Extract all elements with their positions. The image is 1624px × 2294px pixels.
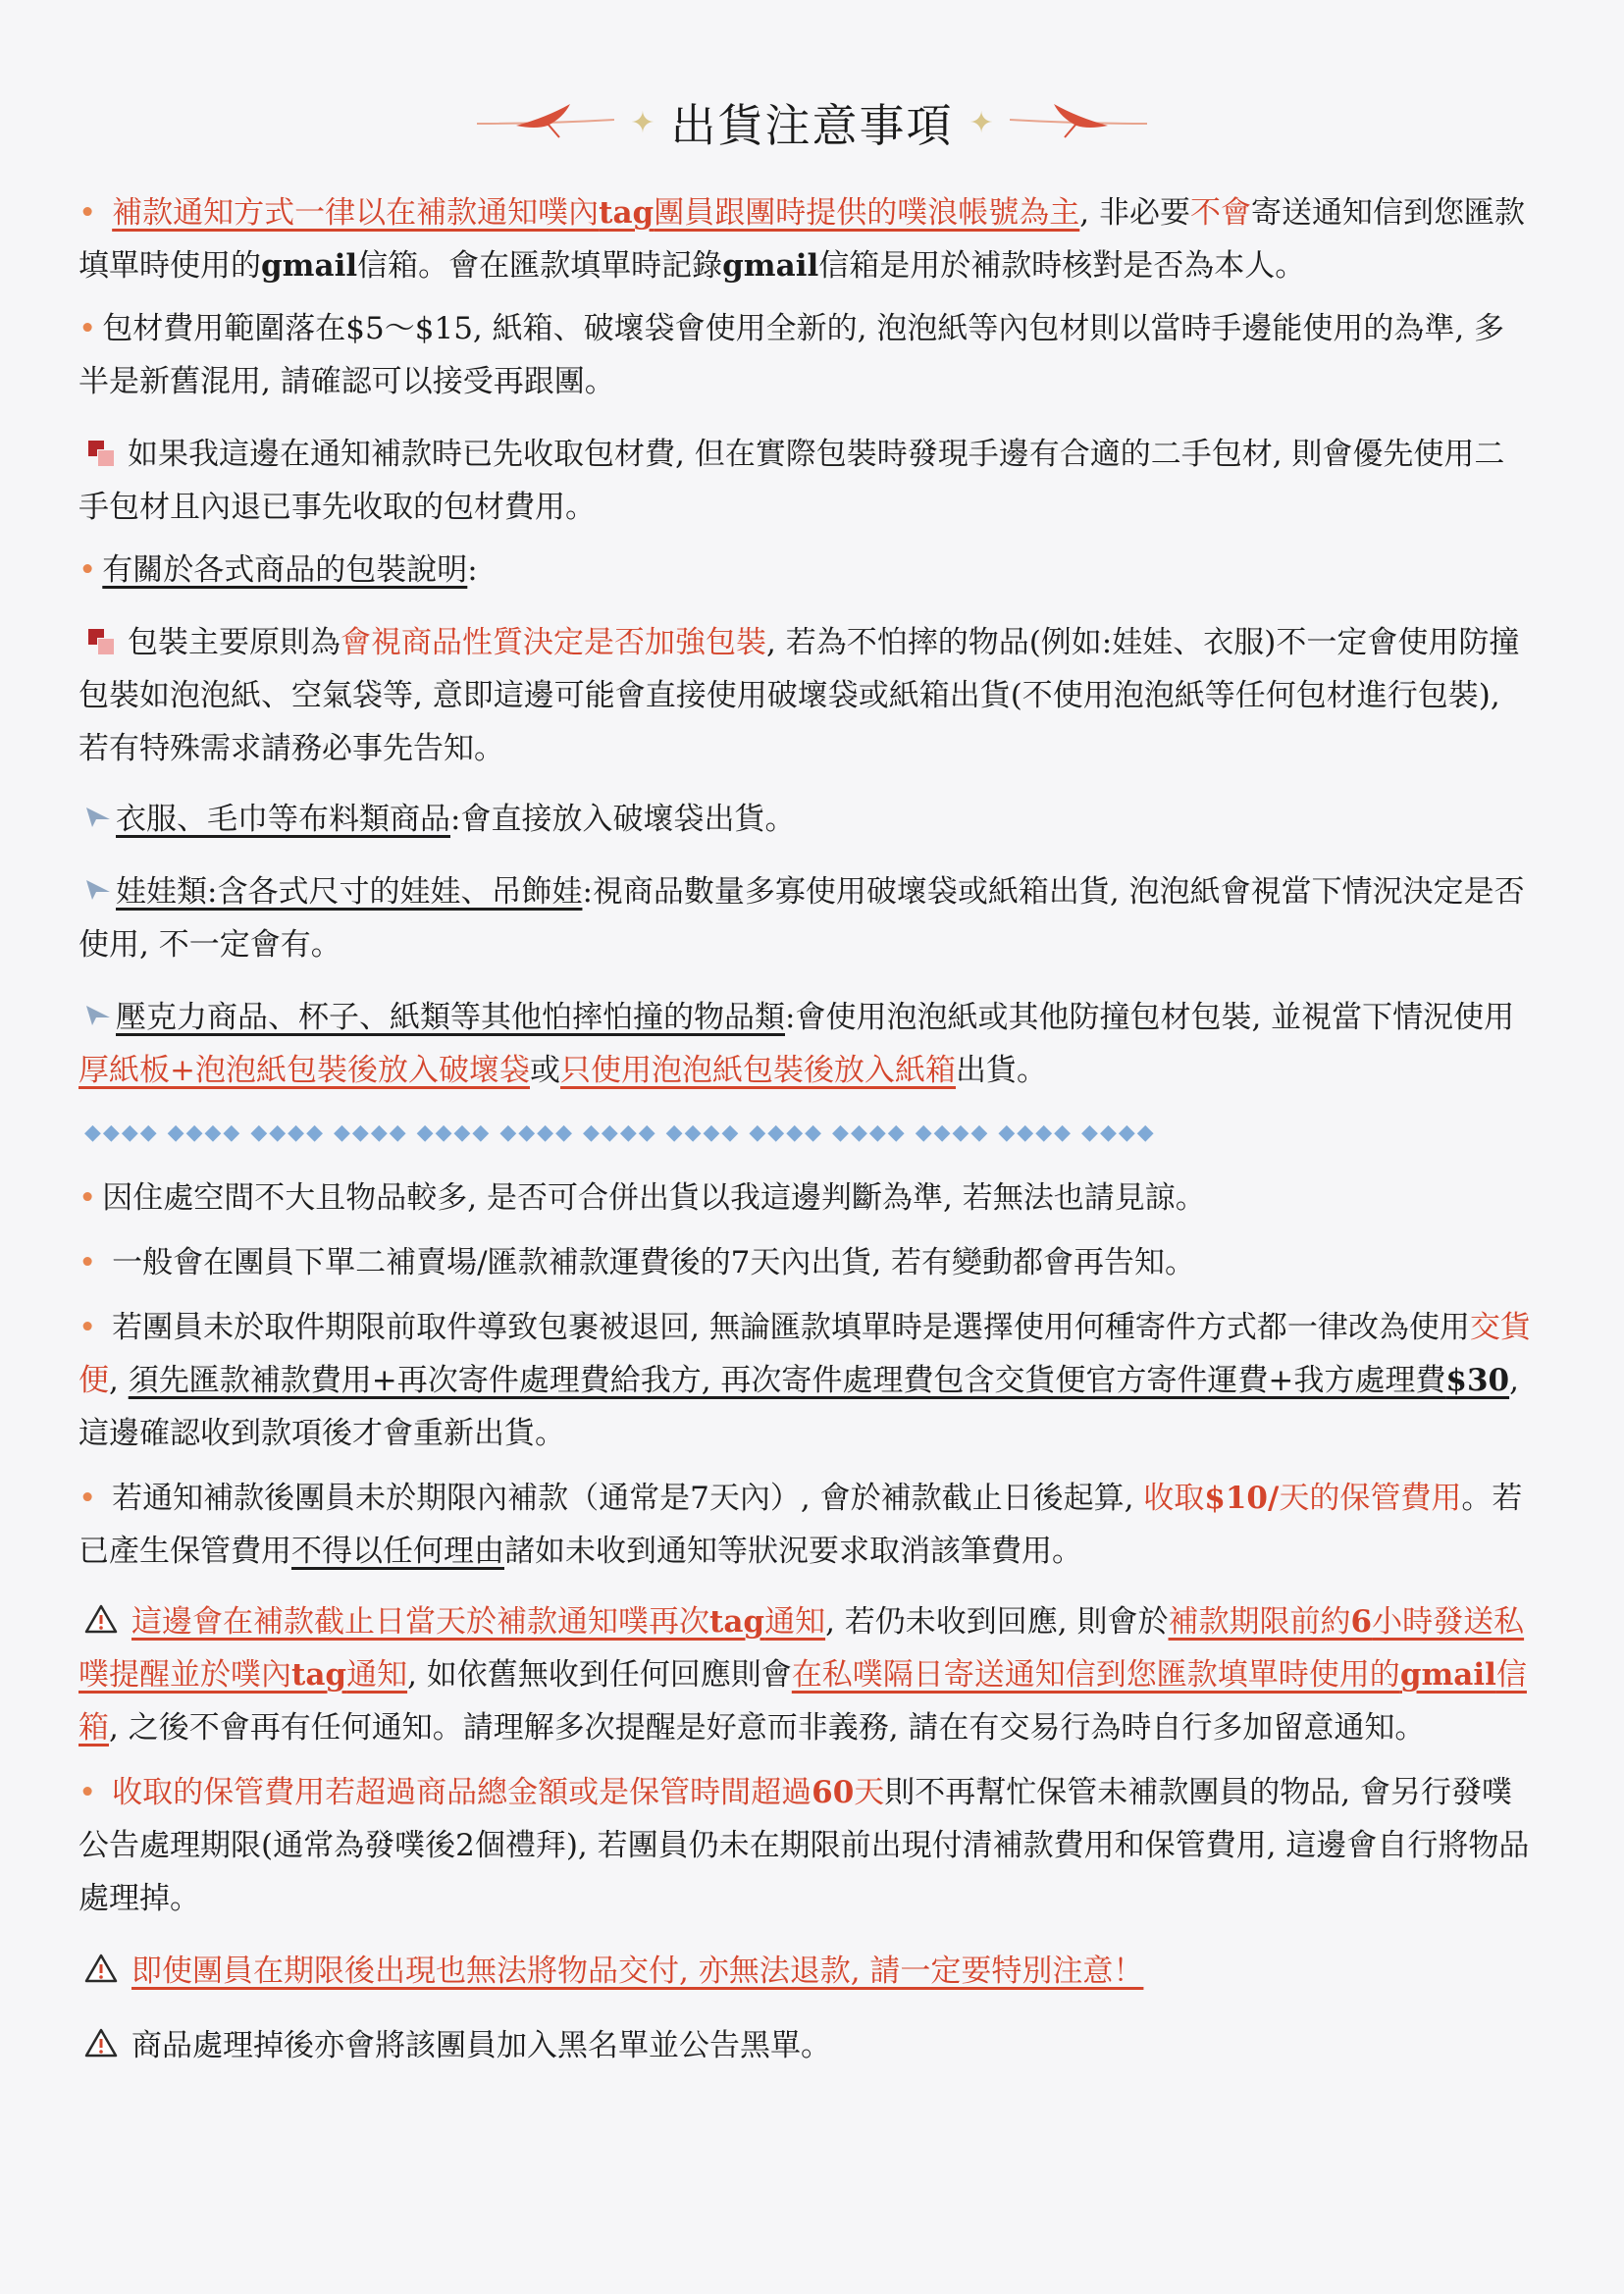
sparkle-right-icon: ✦ (969, 105, 994, 140)
title-row (0, 90, 1624, 155)
arrow-pointer-icon (86, 808, 110, 827)
notice-dolls: 娃娃類:含各式尺寸的娃娃、吊飾娃:視商品數量多寡使用破壞袋或紙箱出貨, 泡泡紙會視當下情況決定是否使用, 不一定會有。 (79, 874, 1525, 963)
red-square-icon (88, 629, 114, 654)
bullet-dot-icon: • (79, 195, 97, 231)
notice-shipping-time: • 一般會在團員下單二補賣場/匯款補款運費後的7天內出貨, 若有變動都會再告知。 (79, 1245, 1196, 1280)
page-title: 出貨注意事項 (670, 99, 954, 152)
notice-storage-fee: • 若通知補款後團員未於期限內補款（通常是7天內）, 會於補款截止日後起算, 收取$10/天的保管費用。若已產生保管費用不得以任何理由諸如未收到通知等狀況要求取消該筆費用。 (79, 1481, 1523, 1569)
bullet-dot-icon: • (79, 1775, 97, 1810)
notice-blacklist: 商品處理掉後亦會將該團員加入黑名單並公告黑單。 (79, 2019, 1532, 2072)
bird-right-icon (1010, 98, 1147, 147)
notice-content (79, 186, 1532, 2072)
warning-icon (84, 1954, 118, 1983)
bullet-dot-icon: • (79, 552, 97, 588)
red-square-icon (88, 441, 114, 466)
bullet-dot-icon: • (79, 1481, 97, 1516)
arrow-pointer-icon (86, 1006, 110, 1025)
notice-reminder-process: 這邊會在補款截止日當天於補款通知噗再次tag通知, 若仍未收到回應, 則會於補款期限前約6小時發送私噗提醒並於噗內tag通知, 如依舊無收到任何回應則會在私噗隔日寄送通知信到您匯款填單時使用的gmail信箱, 之後不會再有任何通知。請理解多次提醒是好意而非義務, 請在有交易行為時自行多加留意通知。 (79, 1604, 1527, 1746)
notice-secondhand-refund: 如果我這邊在通知補款時已先收取包材費, 但在實際包裝時發現手邊有合適的二手包材, 則會優先使用二手包材且內退已事先收取的包材費用。 (79, 437, 1505, 525)
warning-icon (84, 1604, 118, 1634)
notice-clothing: 衣服、毛巾等布料類商品:會直接放入破壞袋出貨。 (79, 793, 1532, 846)
notice-combined-shipping: • 因住處空間不大且物品較多, 是否可合併出貨以我這邊判斷為準, 若無法也請見諒。 (79, 1180, 1206, 1216)
bird-left-icon (477, 98, 614, 147)
diamond-divider: ◆◆◆◆ ◆◆◆◆ ◆◆◆◆ ◆◆◆◆ ◆◆◆◆ ◆◆◆◆ ◆◆◆◆ ◆◆◆◆ ◆◆◆◆ ◆◆◆◆ ◆◆◆◆ ◆◆◆◆ ◆◆◆◆ (84, 1121, 1156, 1145)
notice-packaging-fee: • 包材費用範圍落在$5～$15, 紙箱、破壞袋會使用全新的, 泡泡紙等內包材則以當時手邊能使用的為準, 多半是新舊混用, 請確認可以接受再跟團。 (79, 311, 1505, 399)
notice-returned-package: • 若團員未於取件期限前取件導致包裹被退回, 無論匯款填單時是選擇使用何種寄件方式都一律改為使用交貨便, 須先匯款補款費用+再次寄件處理費給我方, 再次寄件處理費包含交貨便官方寄件運費+我方處理費$30, 這邊確認收到款項後才會重新出貨。 (79, 1310, 1531, 1451)
bullet-dot-icon: • (79, 1310, 97, 1345)
notice-fragile-items: 壓克力商品、杯子、紙類等其他怕摔怕撞的物品類:會使用泡泡紙或其他防撞包材包裝, 並視當下情況使用厚紙板+泡泡紙包裝後放入破壞袋或只使用泡泡紙包裝後放入紙箱出貨。 (79, 1000, 1515, 1088)
bullet-dot-icon: • (79, 1245, 97, 1280)
notice-disposal-policy: • 收取的保管費用若超過商品總金額或是保管時間超過60天則不再幫忙保管未補款團員的物品, 會另行發噗公告處理期限(通常為發噗後2個禮拜), 若團員仍未在期限前出現付清補款費用和保管費用, 這邊會自行將物品處理掉。 (79, 1775, 1530, 1916)
notice-no-refund-warning: 即使團員在期限後出現也無法將物品交付, 亦無法退款, 請一定要特別注意！ (79, 1945, 1532, 1998)
notice-payment-notification: • 補款通知方式一律以在補款通知噗內tag團員跟團時提供的噗浪帳號為主, 非必要不會寄送通知信到您匯款填單時使用的gmail信箱。會在匯款填單時記錄gmail信箱是用於補款時核對是否為本人。 (79, 195, 1525, 284)
bullet-dot-icon: • (79, 311, 97, 346)
arrow-pointer-icon (86, 880, 110, 900)
notice-packaging-heading: • 有關於各式商品的包裝說明: (79, 552, 478, 588)
warning-icon (84, 2028, 118, 2058)
bullet-dot-icon: • (79, 1180, 97, 1216)
sparkle-left-icon: ✦ (630, 105, 655, 140)
notice-packaging-principle: 包裝主要原則為會視商品性質決定是否加強包裝, 若為不怕摔的物品(例如:娃娃、衣服)不一定會使用防撞包裝如泡泡紙、空氣袋等, 意即這邊可能會直接使用破壞袋或紙箱出貨(不使用泡泡紙等任何包材進行包裝), 若有特殊需求請務必事先告知。 (79, 625, 1520, 766)
